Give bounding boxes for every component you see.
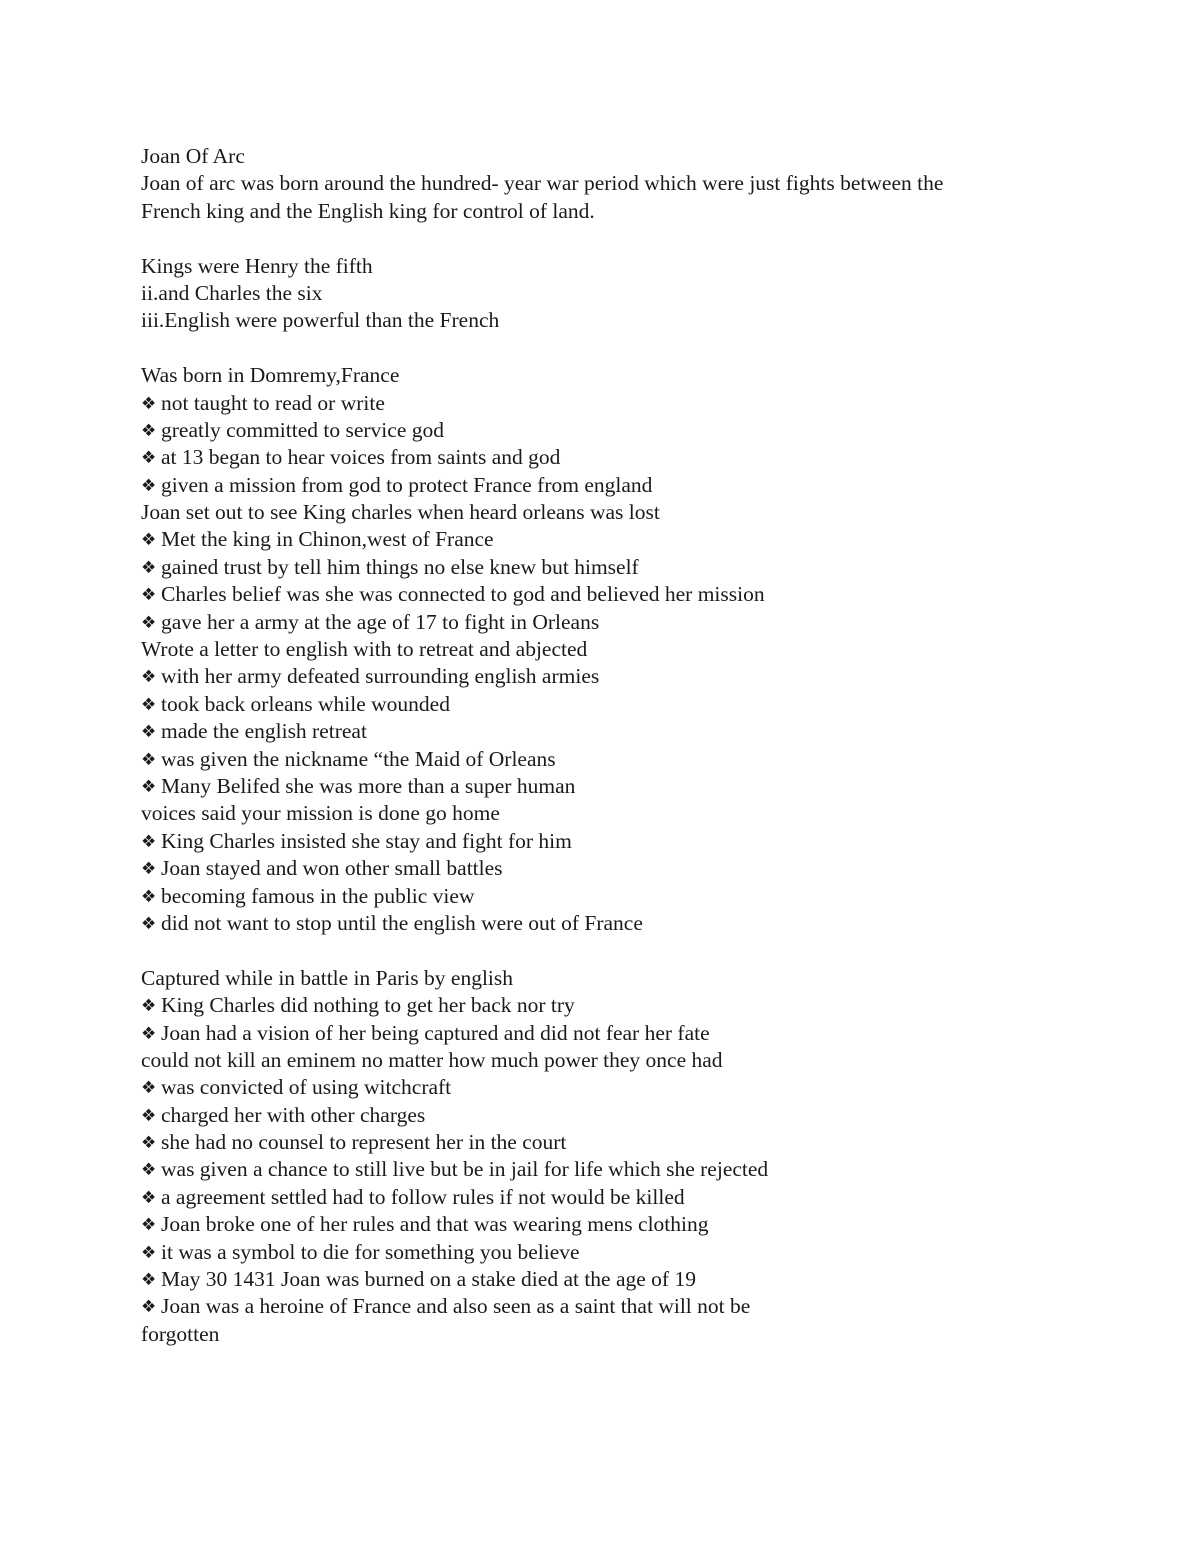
line-text: took back orleans while wounded [161, 691, 450, 716]
bullet-item [141, 773, 1101, 800]
bullet-item [141, 1293, 1101, 1320]
line-text: Was born in Domremy,France [141, 363, 400, 388]
line-text: not taught to read or write [161, 390, 385, 415]
diamond-bullet-icon: ❖ [141, 1215, 157, 1236]
bullet-item [141, 417, 1101, 444]
text-line [141, 1047, 1101, 1074]
bullet-item [141, 828, 1101, 855]
blank-line [141, 225, 1101, 252]
line-text: at 13 began to hear voices from saints and god [161, 445, 561, 470]
text-line [141, 198, 1101, 225]
diamond-bullet-icon: ❖ [141, 1078, 157, 1099]
line-text: was given the nickname “the Maid of Orleans [161, 746, 556, 771]
diamond-bullet-icon: ❖ [141, 1160, 157, 1181]
line-text: Wrote a letter to english with to retreat and abjected [141, 637, 588, 662]
text-line [141, 253, 1101, 280]
bullet-item [141, 855, 1101, 882]
text-line [141, 800, 1101, 827]
line-text: Charles belief was she was connected to god and believed her mission [161, 582, 765, 607]
text-line [141, 1321, 1101, 1348]
line-text: King Charles insisted she stay and fight for him [161, 828, 572, 853]
text-line [141, 965, 1101, 992]
line-text: Joan set out to see King charles when heard orleans was lost [141, 500, 660, 525]
line-text: French king and the English king for control of land. [141, 198, 595, 223]
bullet-item [141, 718, 1101, 745]
bullet-item [141, 444, 1101, 471]
diamond-bullet-icon: ❖ [141, 996, 157, 1017]
diamond-bullet-icon: ❖ [141, 530, 157, 551]
document-title: Joan Of Arc [141, 144, 245, 168]
text-line [141, 280, 1101, 307]
diamond-bullet-icon: ❖ [141, 585, 157, 606]
bullet-item [141, 746, 1101, 773]
diamond-bullet-icon: ❖ [141, 667, 157, 688]
line-text: a agreement settled had to follow rules if not would be killed [161, 1184, 685, 1209]
bullet-item [141, 1074, 1101, 1101]
text-line [141, 362, 1101, 389]
line-text: with her army defeated surrounding english armies [161, 664, 600, 689]
line-text: Many Belifed she was more than a super human [161, 773, 576, 798]
diamond-bullet-icon: ❖ [141, 475, 157, 496]
bullet-item [141, 663, 1101, 690]
bullet-item [141, 1102, 1101, 1129]
line-text: was convicted of using witchcraft [161, 1075, 452, 1100]
diamond-bullet-icon: ❖ [141, 420, 157, 441]
bullet-item [141, 609, 1101, 636]
diamond-bullet-icon: ❖ [141, 393, 157, 414]
text-line [141, 170, 1101, 197]
line-text: Joan of arc was born around the hundred- year war period which were just fights between the [141, 171, 944, 196]
diamond-bullet-icon: ❖ [141, 694, 157, 715]
line-text: Joan stayed and won other small battles [161, 856, 503, 881]
line-text: Kings were Henry the fifth [141, 253, 373, 278]
line-text: greatly committed to service god [161, 417, 444, 442]
bullet-item [141, 1184, 1101, 1211]
line-text: Joan broke one of her rules and that was wearing mens clothing [161, 1212, 709, 1237]
diamond-bullet-icon: ❖ [141, 776, 157, 797]
line-text: charged her with other charges [161, 1102, 426, 1127]
line-text: becoming famous in the public view [161, 883, 475, 908]
diamond-bullet-icon: ❖ [141, 1242, 157, 1263]
line-text: ii.and Charles the six [141, 280, 323, 305]
line-text: she had no counsel to represent her in the court [161, 1130, 567, 1155]
line-text: was given a chance to still live but be in jail for life which she rejected [161, 1157, 769, 1182]
bullet-item [141, 691, 1101, 718]
bullet-item [141, 472, 1101, 499]
line-text: iii.English were powerful than the French [141, 308, 500, 333]
bullet-item [141, 581, 1101, 608]
text-line [141, 499, 1101, 526]
blank-line [141, 335, 1101, 362]
line-text: forgotten [141, 1321, 220, 1346]
bullet-item [141, 1020, 1101, 1047]
diamond-bullet-icon: ❖ [141, 1105, 157, 1126]
line-text: did not want to stop until the english were out of France [161, 910, 643, 935]
bullet-item [141, 1211, 1101, 1238]
bullet-item [141, 554, 1101, 581]
document-body [141, 143, 1101, 1348]
line-text: Captured while in battle in Paris by english [141, 965, 514, 990]
diamond-bullet-icon: ❖ [141, 749, 157, 770]
bullet-item [141, 1129, 1101, 1156]
bullet-item [141, 526, 1101, 553]
line-text: Met the king in Chinon,west of France [161, 527, 494, 552]
line-text: Joan was a heroine of France and also seen as a saint that will not be [161, 1294, 751, 1319]
diamond-bullet-icon: ❖ [141, 448, 157, 469]
bullet-item [141, 1266, 1101, 1293]
line-text: King Charles did nothing to get her back nor try [161, 993, 575, 1018]
diamond-bullet-icon: ❖ [141, 886, 157, 907]
diamond-bullet-icon: ❖ [141, 1133, 157, 1154]
diamond-bullet-icon: ❖ [141, 859, 157, 880]
blank-line [141, 937, 1101, 964]
diamond-bullet-icon: ❖ [141, 1297, 157, 1318]
line-text: May 30 1431 Joan was burned on a stake died at the age of 19 [161, 1267, 696, 1292]
bullet-item [141, 1156, 1101, 1183]
line-text: voices said your mission is done go home [141, 801, 500, 826]
line-text: made the english retreat [161, 719, 367, 744]
diamond-bullet-icon: ❖ [141, 722, 157, 743]
diamond-bullet-icon: ❖ [141, 1187, 157, 1208]
diamond-bullet-icon: ❖ [141, 1023, 157, 1044]
diamond-bullet-icon: ❖ [141, 831, 157, 852]
bullet-item [141, 1239, 1101, 1266]
line-text: gave her a army at the age of 17 to fight in Orleans [161, 609, 600, 634]
diamond-bullet-icon: ❖ [141, 913, 157, 934]
diamond-bullet-icon: ❖ [141, 1270, 157, 1291]
line-text: it was a symbol to die for something you believe [161, 1239, 580, 1264]
line-text: given a mission from god to protect France from england [161, 472, 653, 497]
line-text: Joan had a vision of her being captured and did not fear her fate [161, 1020, 710, 1045]
text-line [141, 307, 1101, 334]
line-text: could not kill an eminem no matter how much power they once had [141, 1047, 723, 1072]
bullet-item [141, 883, 1101, 910]
bullet-item [141, 910, 1101, 937]
bullet-item [141, 390, 1101, 417]
text-line [141, 636, 1101, 663]
bullet-item [141, 992, 1101, 1019]
line-text: gained trust by tell him things no else knew but himself [161, 554, 639, 579]
diamond-bullet-icon: ❖ [141, 612, 157, 633]
diamond-bullet-icon: ❖ [141, 557, 157, 578]
